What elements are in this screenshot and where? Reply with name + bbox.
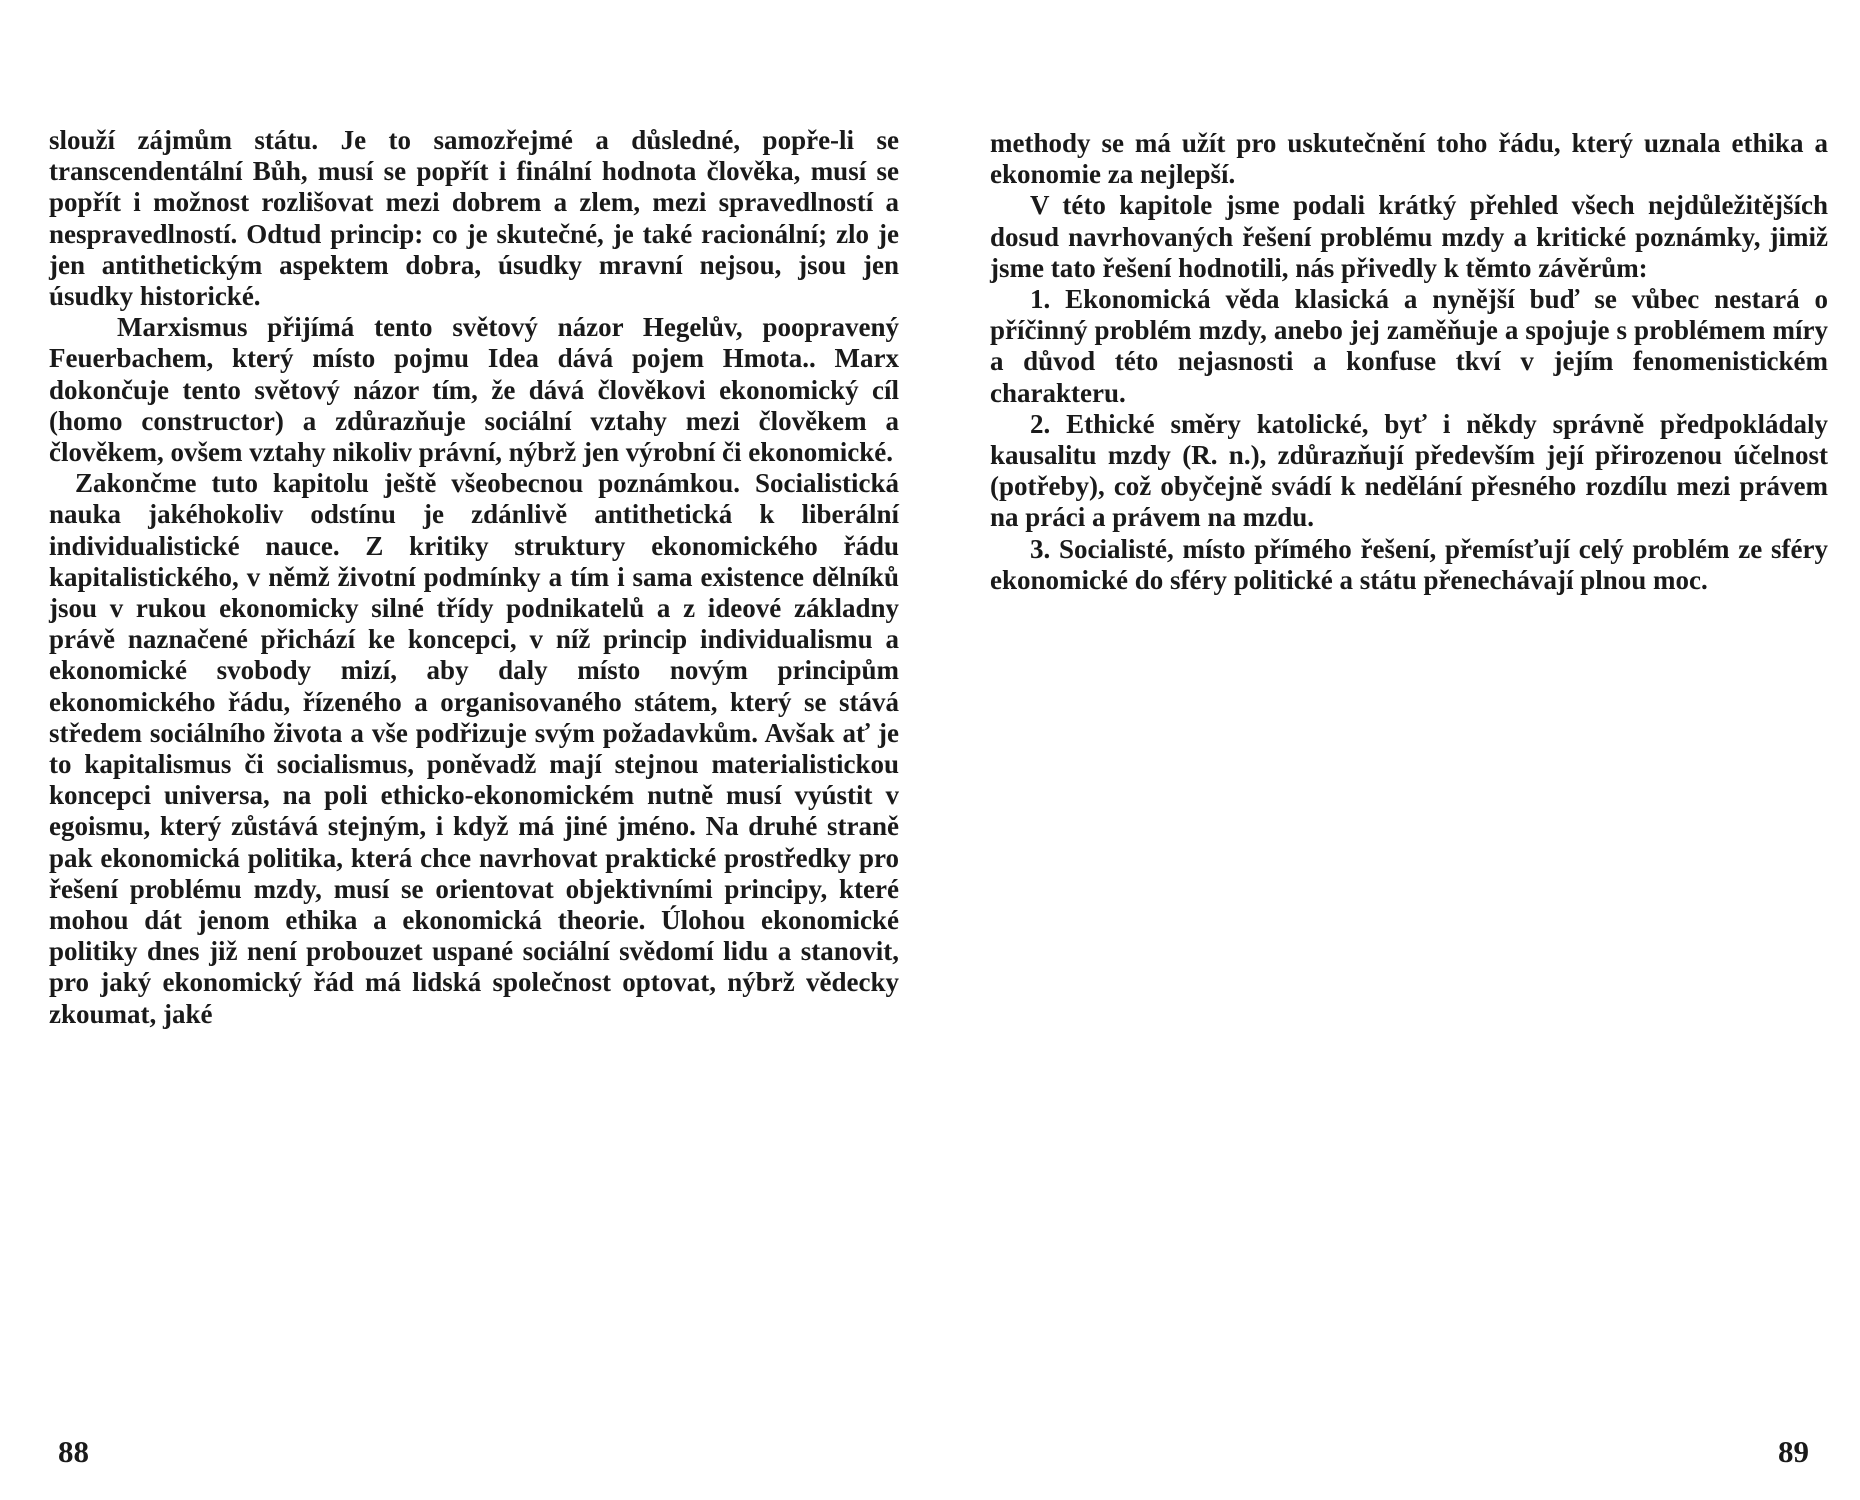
page-number: 88 [58, 1434, 89, 1469]
paragraph: Zakončme tuto kapitolu ještě všeobecnou poznámkou. Socialistická nauka jakéhokoliv odstínu je zdánlivě antithetická k liberální individualistické nauce. Z kritiky struktury ekonomického řádu kapitalistického, v němž životní podmínky a tím i sama existence dělníků jsou v rukou ekonomicky silné třídy podnikatelů a z ideové základny právě naznačené přichází ke koncepci, v níž princip individualismu a ekonomické svobody mizí, aby daly místo novým principům ekonomického řádu, řízeného a organisovaného státem, který se stává středem sociálního života a vše podřizuje svým požadavkům. Avšak ať je to kapitalismus či socialismus, poněvadž mají stejnou materialistickou koncepci universa, na poli ethicko-ekonomickém nutně musí vyústit v egoismu, který zůstává stejným, i když má jiné jméno. Na druhé straně pak ekonomická politika, která chce navrhovat praktické prostředky pro řešení problému mzdy, musí se orientovat objektivními principy, které mohou dát jenom ethika a ekonomická theorie. Úlohou ekonomické politiky dnes již není probouzet uspané sociální svědomí lidu a stanovit, pro jaký ekonomický řád má lidská společnost optovat, nýbrž vědecky zkoumat, jaké [49, 468, 899, 1029]
paragraph: methody se má užít pro uskutečnění toho řádu, který uznala ethika a ekonomie za nejlepší. [990, 128, 1828, 190]
paragraph: V této kapitole jsme podali krátký přehled všech nejdůležitějších dosud navrhovaných řešení problému mzdy a kritické poznámky, jimiž jsme tato řešení hodnotili, nás přivedly k těmto závěrům: [990, 190, 1828, 283]
page-number: 89 [1778, 1434, 1809, 1469]
paragraph: Marxismus přijímá tento světový názor Hegelův, poopravený Feuerbachem, který místo pojmu Idea dává pojem Hmota.. Marx dokončuje tento světový názor tím, že dává člověkovi ekonomický cíl (homo constructor) a zdůrazňuje sociální vztahy mezi člověkem a člověkem, ovšem vztahy nikoliv právní, nýbrž jen výrobní či ekonomické. [49, 312, 899, 468]
list-item: 1. Ekonomická věda klasická a nynější buď se vůbec nestará o příčinný problém mzdy, anebo jej zaměňuje a spojuje s problémem míry a důvod této nejasnosti a konfuse tkví v jejím fenomenistickém charakteru. [990, 284, 1828, 408]
left-page-text [49, 125, 899, 1030]
list-item: 2. Ethické směry katolické, byť i někdy správně předpokládaly kausalitu mzdy (R. n.), zdůrazňují především její přirozenou účelnost (potřeby), což obyčejně svádí k nedělání přesného rozdílu mezi právem na práci a právem na mzdu. [990, 408, 1828, 533]
right-page-text [990, 128, 1828, 596]
right-page [930, 0, 1860, 1500]
list-item: 3. Socialisté, místo přímého řešení, přemísťují celý problém ze sféry ekonomické do sféry politické a státu přenechávají plnou moc. [990, 533, 1828, 595]
paragraph: slouží zájmům státu. Je to samozřejmé a důsledné, popře-li se transcendentální Bůh, musí se popřít i finální hodnota člověka, musí se popřít i možnost rozlišovat mezi dobrem a zlem, mezi spravedlností a nespravedlností. Odtud princip: co je skutečné, je také racionální; zlo je jen antithetickým aspektem dobra, úsudky mravní nejsou, jsou jen úsudky historické. [49, 125, 899, 312]
